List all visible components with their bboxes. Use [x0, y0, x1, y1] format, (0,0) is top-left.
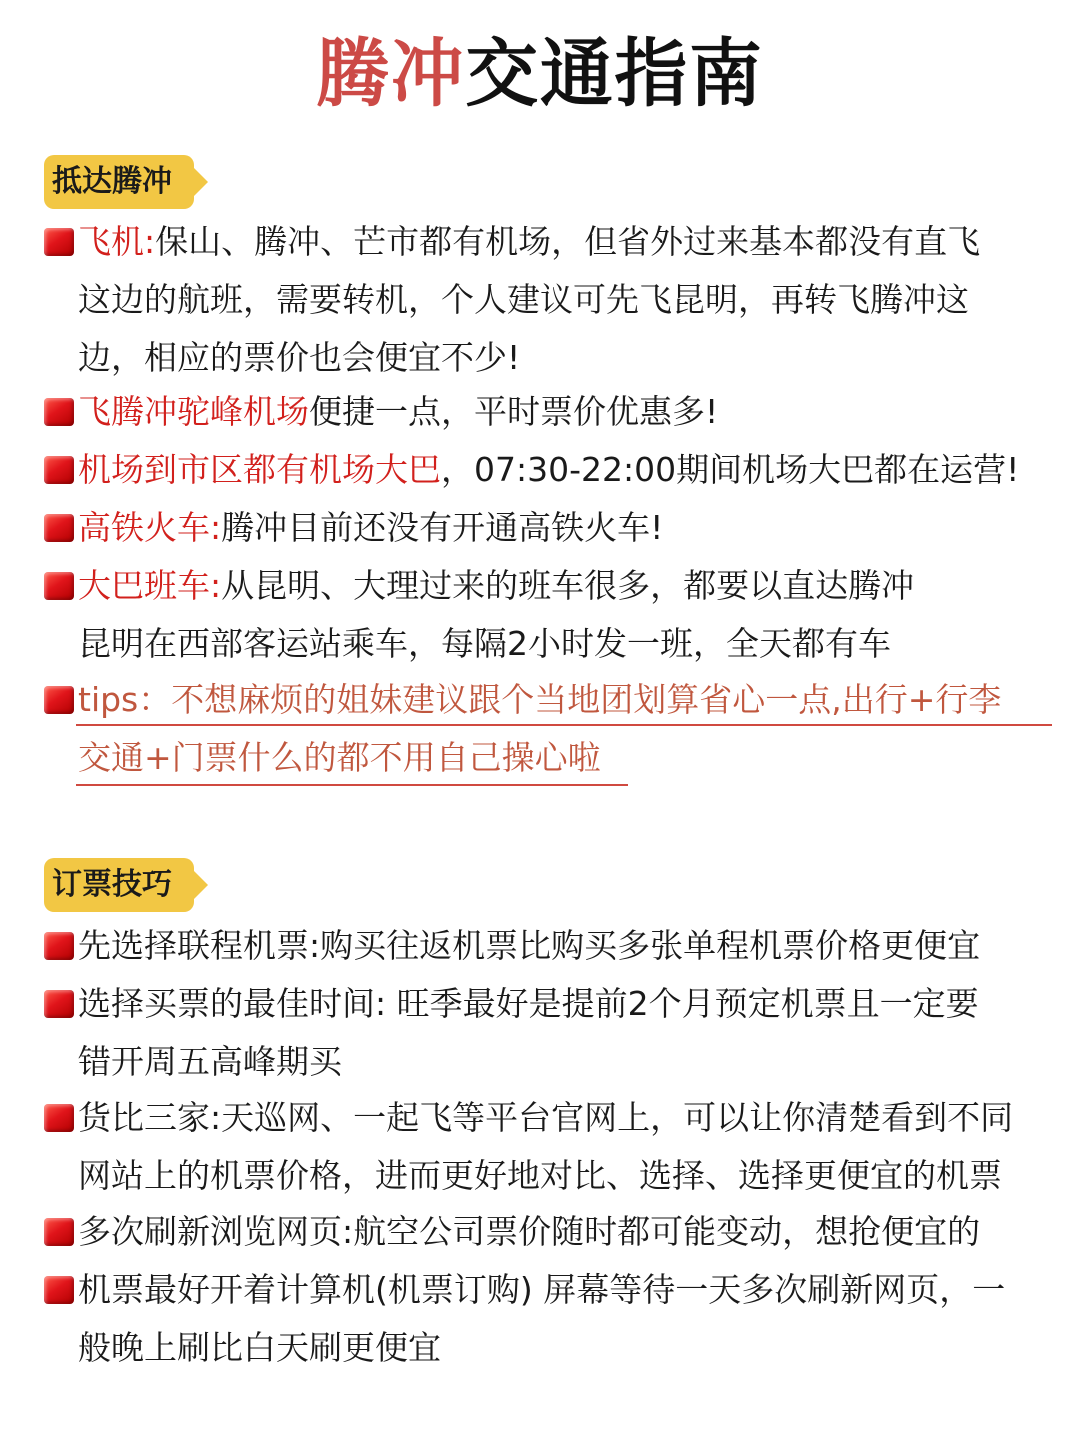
item-line: 边，相应的票价也会便宜不少!: [78, 338, 521, 377]
item-line: 多次刷新浏览网页:航空公司票价随时都可能变动，想抢便宜的: [78, 1212, 981, 1251]
item-line: 飞机:保山、腾冲、芒市都有机场，但省外过来基本都没有直飞: [78, 222, 981, 261]
item-line: 高铁火车:腾冲目前还没有开通高铁火车!: [78, 508, 664, 547]
item-line: 先选择联程机票:购买往返机票比购买多张单程机票价格更便宜: [78, 926, 981, 965]
red-square-bullet-icon: [44, 398, 74, 426]
section-tag-arrival: 抵达腾冲: [44, 155, 194, 209]
item-line: 货比三家:天巡网、一起飞等平台官网上，可以让你清楚看到不同: [78, 1098, 1014, 1137]
red-square-bullet-icon: [44, 686, 74, 714]
red-square-bullet-icon: [44, 1104, 74, 1132]
red-square-bullet-icon: [44, 572, 74, 600]
red-square-bullet-icon: [44, 1276, 74, 1304]
tips-line: 交通+门票什么的都不用自己操心啦: [78, 738, 601, 777]
item-line: 般晚上刷比白天刷更便宜: [78, 1328, 441, 1367]
item-line: 大巴班车:从昆明、大理过来的班车很多，都要以直达腾冲: [78, 566, 915, 605]
red-square-bullet-icon: [44, 932, 74, 960]
item-line: 这边的航班，需要转机，个人建议可先飞昆明，再转飞腾冲这: [78, 280, 969, 319]
red-square-bullet-icon: [44, 228, 74, 256]
tips-underline: [76, 784, 628, 786]
item-line: 机场到市区都有机场大巴，07:30-22:00期间机场大巴都在运营!: [78, 450, 1020, 489]
item-line: 选择买票的最佳时间: 旺季最好是提前2个月预定机票且一定要: [78, 984, 979, 1023]
item-line: 昆明在西部客运站乘车，每隔2小时发一班，全天都有车: [78, 624, 891, 663]
tips-line: tips：不想麻烦的姐妹建议跟个当地团划算省心一点,出行+行李: [78, 680, 1002, 719]
red-square-bullet-icon: [44, 990, 74, 1018]
red-square-bullet-icon: [44, 456, 74, 484]
title-accent: 腾冲: [316, 31, 466, 117]
tips-underline: [76, 724, 1052, 726]
item-line: 网站上的机票价格，进而更好地对比、选择、选择更便宜的机票: [78, 1156, 1002, 1195]
item-line: 错开周五高峰期买: [78, 1042, 342, 1081]
item-line: 机票最好开着计算机(机票订购) 屏幕等待一天多次刷新网页，一: [78, 1270, 1006, 1309]
section-tag-booking-tips: 订票技巧: [44, 858, 194, 912]
red-square-bullet-icon: [44, 1218, 74, 1246]
title-main: 交通指南: [465, 31, 764, 117]
item-line: 飞腾冲驼峰机场便捷一点，平时票价优惠多!: [78, 392, 719, 431]
red-square-bullet-icon: [44, 514, 74, 542]
page-title: [10, 24, 1070, 124]
